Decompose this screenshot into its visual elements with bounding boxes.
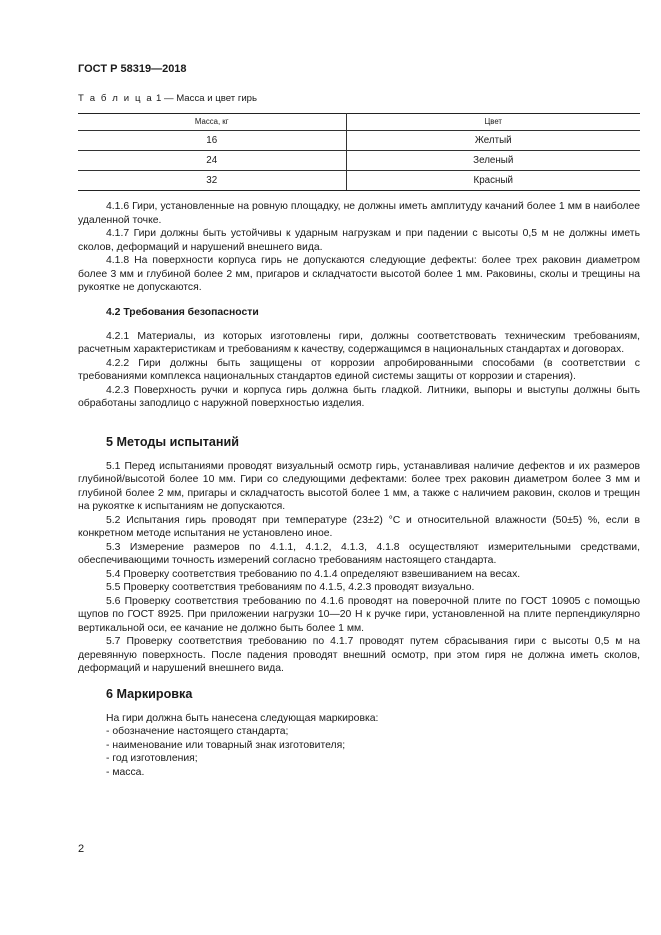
table-row <box>78 171 640 191</box>
section-4-2 <box>78 306 640 411</box>
list-item: - наименование или товарный знак изготовителя; <box>106 739 346 751</box>
paragraph-5-1: 5.1 Перед испытаниями проводят визуальный осмотр гирь, устанавливая наличие дефектов и их размеров глубиной/высотой более 10 мм. Гири со следующими дефектами: более трех раковин диаметром более 3 мм и глубиной более 2 мм, пригары и складчатость высотой более 1 мм, а также с наличием раковин, сколов и трещин на рукоятке к испытаниям не допускаются. <box>78 460 640 512</box>
paragraph-4-1-7: 4.1.7 Гири должны быть устойчивы к ударным нагрузкам и при падении с высоты 0,5 м не должны иметь сколов, деформаций и нарушений внешнего вида. <box>78 228 640 253</box>
section-heading-5: 5 Методы испытаний <box>106 435 239 449</box>
cell-color: Красный <box>346 171 640 191</box>
cell-mass: 24 <box>78 151 346 171</box>
table-caption-label: Т а б л и ц а <box>78 93 154 104</box>
paragraph-4-2-2: 4.2.2 Гири должны быть защищены от коррозии апробированными способами (в соответствии с требованиями комплекса национальных стандартов единой системы защиты от коррозии и старения). <box>78 357 640 382</box>
paragraph-5-3: 5.3 Измерение размеров по 4.1.1, 4.1.2, 4.1.3, 4.1.8 осуществляют измерительными средствами, обеспечивающими точность измерений согласно требованиям настоящего стандарта. <box>78 541 640 566</box>
table-caption-title: 1 — Масса и цвет гирь <box>153 93 258 104</box>
document-header: ГОСТ Р 58319—2018 <box>78 63 187 75</box>
column-header-color: Цвет <box>346 114 640 131</box>
table-caption <box>78 92 257 106</box>
clause-4-1-block <box>78 200 640 295</box>
mass-color-table <box>78 113 640 191</box>
subsection-heading-4-2: 4.2 Требования безопасности <box>106 307 259 318</box>
paragraph-4-2-1: 4.2.1 Материалы, из которых изготовлены гири, должны соответствовать техническим требованиям, расчетным характеристикам и требованиям к качеству, содержащимся в национальных стандартах и договорах. <box>78 330 640 355</box>
list-item: - обозначение настоящего стандарта; <box>106 726 289 737</box>
paragraph-5-4: 5.4 Проверку соответствия требованию по 4.1.4 определяют взвешиванием на весах. <box>106 568 521 580</box>
paragraph-5-2: 5.2 Испытания гирь проводят при температуре (23±2) °С и относительной влажности (50±5) %, если в конкретном методе испытания не установлено иное. <box>78 514 640 539</box>
paragraph-5-5: 5.5 Проверку соответствия требованиям по 4.1.5, 4.2.3 проводят визуально. <box>106 582 475 593</box>
section-5 <box>78 436 640 676</box>
list-item: - год изготовления; <box>106 753 198 764</box>
table-header-row <box>78 114 640 131</box>
column-header-mass: Масса, кг <box>78 114 346 131</box>
cell-mass: 16 <box>78 131 346 151</box>
paragraph-4-1-8: 4.1.8 На поверхности корпуса гирь не допускаются следующие дефекты: более трех раковин диаметром более 3 мм и глубиной более 2 мм, пригаров и складчатости высотой более 1 мм. Раковины, сколы и трещины на рукоятке не допускаются. <box>78 255 640 293</box>
paragraph-4-1-6: 4.1.6 Гири, установленные на ровную площадку, не должны иметь амплитуду качаний более 1 мм в наиболее удаленной точке. <box>78 201 640 226</box>
cell-color: Зеленый <box>346 151 640 171</box>
table-row <box>78 131 640 151</box>
paragraph-5-6: 5.6 Проверку соответствия требованию по 4.1.6 проводят на поверочной плите по ГОСТ 10905 с помощью щупов по ГОСТ 8925. При приложении нагрузки 10—20 Н к ручке гири, установленной на плите перпендикулярно вертикальной оси, ее качание не должно быть более 1 мм. <box>78 595 640 634</box>
table-row <box>78 151 640 171</box>
cell-mass: 32 <box>78 171 346 191</box>
paragraph-4-2-3: 4.2.3 Поверхность ручки и корпуса гирь должна быть гладкой. Литники, выпоры и выступы должны быть обработаны заподлицо с наружной поверхностью изделия. <box>78 384 640 409</box>
section-6 <box>78 688 640 779</box>
cell-color: Желтый <box>346 131 640 151</box>
page-number: 2 <box>78 843 85 855</box>
section-heading-6: 6 Маркировка <box>106 687 193 701</box>
list-item: - масса. <box>106 766 145 778</box>
marking-list <box>78 725 640 779</box>
paragraph-5-7: 5.7 Проверку соответствия требованию по 4.1.7 проводят путем сбрасывания гири с высоты 0,5 м на деревянную поверхность. После падения проводят внешний осмотр, при этом гиря не должна иметь сколов, деформаций и нарушений внешнего вида. <box>78 636 640 674</box>
marking-intro: На гири должна быть нанесена следующая маркировка: <box>106 712 379 724</box>
